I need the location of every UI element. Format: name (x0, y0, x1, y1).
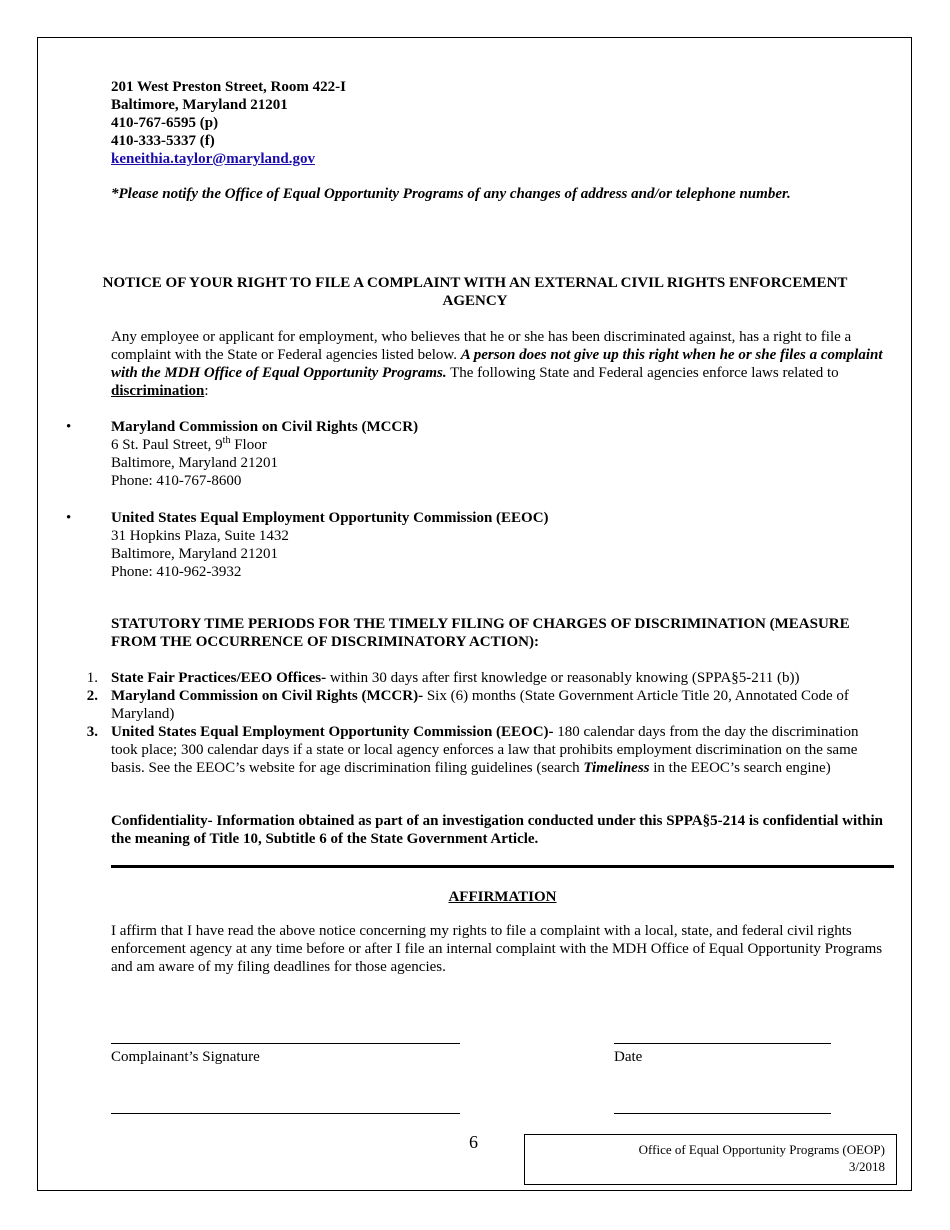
notify-text: *Please notify the Office of Equal Opportunity Programs of any changes of address and/or telephone number. (111, 186, 791, 202)
agency-phone: Phone: 410-962-3932 (111, 564, 242, 580)
agency-eeoc (111, 509, 549, 581)
signature-label: Complainant’s Signature (111, 1049, 260, 1065)
agency-city: Baltimore, Maryland 21201 (111, 455, 279, 471)
page-border (37, 37, 912, 1191)
contact-fax: 410-333-5337 (f) (111, 133, 215, 149)
page-number: 6 (469, 1132, 478, 1152)
list-number: 2. (86, 688, 98, 704)
statutory-heading: STATUTORY TIME PERIODS FOR THE TIMELY FILING OF CHARGES OF DISCRIMINATION (MEASURE FROM THE OCCURRENCE OF DISCRIMINATORY ACTION): (111, 616, 850, 650)
signature-line[interactable] (111, 1043, 460, 1044)
list-item: United States Equal Employment Opportunity Commission (EEOC)- 180 calendar days from the day the discrimination took place; 300 calendar days if a state or local agency enforces a law that prohibits employment discrimination on the same basis. See the EEOC’s website for age discrimination filing guidelines (search Timeliness in the EEOC’s search engine) (111, 724, 859, 776)
affirmation-text: I affirm that I have read the above notice concerning my rights to file a complaint with a local, state, and federal civil rights enforcement agency at any time before or after I file an internal complaint with the MDH Office of Equal Opportunity Programs and am aware of my filing deadlines for those agencies. (111, 923, 883, 975)
intro-term: discrimination (111, 383, 205, 399)
intro-text: Any employee or applicant for employment, who believes that he or she has been discriminated against, has a right to file a complaint with the State or Federal agencies listed below. (111, 329, 852, 363)
notice-title-line1: NOTICE OF YOUR RIGHT TO FILE A COMPLAINT WITH AN EXTERNAL CIVIL RIGHTS ENFORCEMENT (102, 275, 848, 291)
notice-title-line2: AGENCY (442, 293, 508, 309)
signature-line[interactable] (111, 1113, 460, 1114)
notice-intro (111, 328, 886, 400)
affirmation-title: AFFIRMATION (448, 889, 557, 905)
list-number: 1. (86, 670, 98, 686)
footer-date: 3/2018 (848, 1159, 885, 1174)
list-item: State Fair Practices/EEO Offices- within 30 days after first knowledge or reasonably knowing (SPPA§5-211 (b)) (111, 670, 800, 686)
agency-phone: Phone: 410-767-8600 (111, 473, 242, 489)
agency-name: Maryland Commission on Civil Rights (MCCR) (111, 419, 419, 435)
contact-block (111, 78, 346, 168)
footer-office: Office of Equal Opportunity Programs (OEOP) (638, 1142, 885, 1157)
date-line[interactable] (614, 1113, 831, 1114)
intro-text-2: The following State and Federal agencies enforce laws related to (446, 365, 839, 381)
bullet-icon: • (66, 419, 72, 435)
date-label: Date (614, 1049, 643, 1065)
confidentiality-notice: Confidentiality- Information obtained as part of an investigation conducted under this SPPA§5-214 is confidential within the meaning of Title 10, Subtitle 6 of the State Government Article. (111, 813, 884, 847)
contact-city: Baltimore, Maryland 21201 (111, 97, 288, 113)
notice-title (80, 274, 870, 310)
agency-name: United States Equal Employment Opportunity Commission (EEOC) (111, 510, 549, 526)
intro-end: : (204, 383, 209, 399)
agency-address: 31 Hopkins Plaza, Suite 1432 (111, 528, 289, 544)
date-line[interactable] (614, 1043, 831, 1044)
contact-phone: 410-767-6595 (p) (111, 115, 219, 131)
agency-mccr (111, 418, 418, 490)
contact-email-link[interactable]: keneithia.taylor@maryland.gov (111, 151, 315, 167)
agency-address: 6 St. Paul Street, 9th Floor (111, 435, 267, 453)
list-item: Maryland Commission on Civil Rights (MCCR)- Six (6) months (State Government Article Title 20, Annotated Code of Maryland) (111, 688, 849, 722)
agency-city: Baltimore, Maryland 21201 (111, 546, 279, 562)
footer-box (524, 1134, 897, 1185)
bullet-icon: • (66, 510, 72, 526)
contact-street: 201 West Preston Street, Room 422-I (111, 79, 346, 95)
intro-emphasis: A person does not give up this right when he or she files a complaint with the MDH Office of Equal Opportunity Programs. (111, 347, 883, 381)
list-number: 3. (86, 724, 98, 740)
section-divider (111, 865, 894, 868)
